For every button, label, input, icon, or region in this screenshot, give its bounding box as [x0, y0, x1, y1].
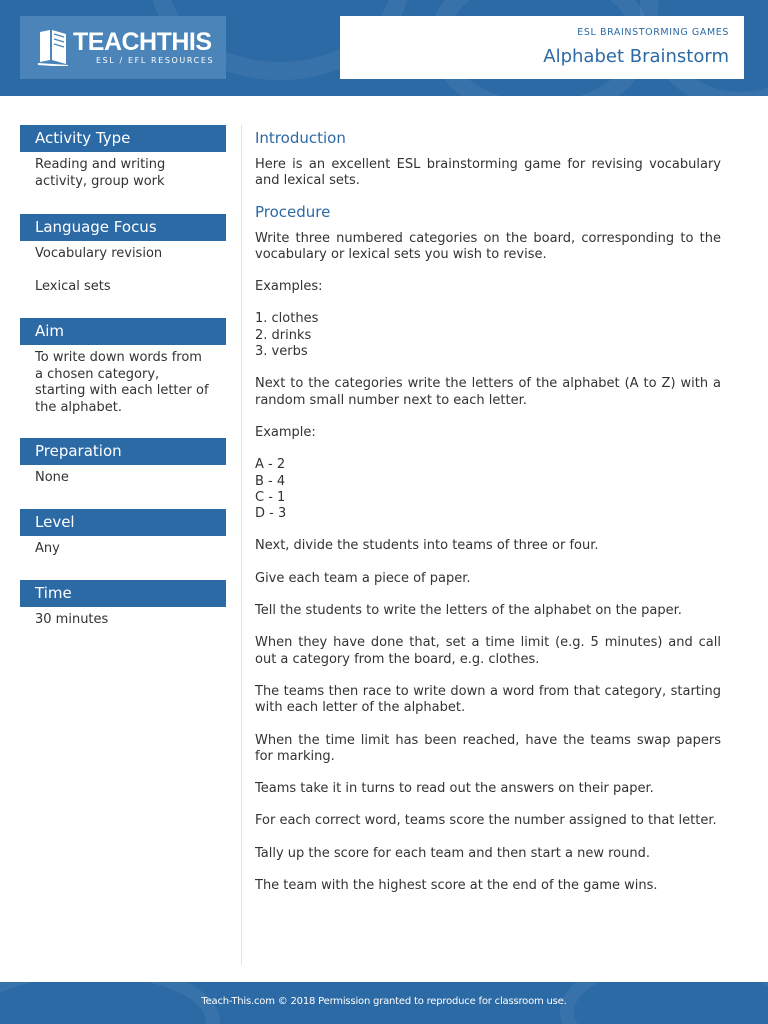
procedure-paragraph: The team with the highest score at the end of the game wins.	[255, 878, 658, 894]
section-body	[20, 345, 226, 438]
teachthis-logo[interactable]	[20, 16, 226, 79]
section-body	[20, 465, 226, 509]
aim-text: To write down words from a chosen category, starting with each letter of the alphabet.	[35, 350, 209, 415]
section-heading: Preparation	[20, 438, 226, 465]
procedure-paragraph: Next, divide the students into teams of three or four.	[255, 538, 599, 554]
level-text: Any	[35, 541, 60, 556]
language-focus-item: Vocabulary revision	[35, 246, 163, 261]
footer-band	[0, 982, 768, 1024]
level-section	[20, 509, 226, 580]
category-kicker: ESL BRAINSTORMING GAMES	[577, 27, 729, 38]
section-heading: Level	[20, 509, 226, 536]
procedure-paragraph: The teams then race to write down a word from that category, starting with each letter of the alphabet.	[255, 683, 721, 716]
procedure-paragraph: For each correct word, teams score the number assigned to that letter.	[255, 813, 717, 829]
logo-wordmark: TEACHTHIS	[73, 28, 212, 56]
page-title: Alphabet Brainstorm	[543, 46, 729, 67]
example-letter: A - 2	[255, 457, 286, 473]
example-item: 3. verbs	[255, 344, 308, 360]
main-content	[255, 128, 721, 894]
section-body	[20, 536, 226, 580]
logo-tagline: ESL / EFL RESOURCES	[96, 56, 215, 65]
example-letter: C - 1	[255, 489, 286, 505]
copyright-notice: Teach-This.com © 2018 Permission granted to reproduce for classroom use.	[201, 996, 567, 1007]
activity-type-text: Reading and writing activity, group work	[35, 157, 166, 189]
info-sidebar	[20, 125, 226, 629]
procedure-paragraph: When the time limit has been reached, have the teams swap papers for marking.	[255, 732, 721, 764]
preparation-text: None	[35, 470, 69, 485]
aim-section	[20, 318, 226, 438]
language-focus-section	[20, 214, 226, 318]
procedure-paragraph: Write three numbered categories on the board, corresponding to the vocabulary or lexical sets you wish to revise.	[255, 230, 721, 262]
section-body	[20, 241, 226, 318]
section-heading: Aim	[20, 318, 226, 345]
introduction-heading: Introduction	[255, 129, 346, 147]
time-text: 30 minutes	[35, 612, 109, 627]
example-letter: B - 4	[255, 473, 286, 489]
book-icon	[36, 28, 70, 66]
procedure-paragraph: Tell the students to write the letters of the alphabet on the paper.	[255, 603, 682, 619]
procedure-heading: Procedure	[255, 202, 331, 221]
procedure-paragraph: When they have done that, set a time limit (e.g. 5 minutes) and call out a category from the board, e.g. clothes.	[255, 635, 721, 667]
example-item: 2. drinks	[255, 327, 312, 343]
section-body	[20, 152, 226, 214]
title-panel	[340, 16, 744, 79]
section-heading: Time	[20, 580, 226, 607]
preparation-section	[20, 438, 226, 509]
language-focus-item: Lexical sets	[35, 278, 111, 294]
time-section	[20, 580, 226, 629]
procedure-paragraph: Teams take it in turns to read out the answers on their paper.	[255, 781, 654, 797]
procedure-paragraph: Tally up the score for each team and then start a new round.	[255, 845, 650, 861]
example-letter: D - 3	[255, 506, 287, 522]
section-heading: Language Focus	[20, 214, 226, 241]
procedure-paragraph: Give each team a piece of paper.	[255, 570, 471, 586]
section-body	[20, 607, 226, 629]
procedure-paragraph: Next to the categories write the letters of the alphabet (A to Z) with a random small number next to each letter.	[255, 376, 721, 408]
examples-label: Examples:	[255, 279, 323, 295]
column-divider	[241, 125, 242, 965]
introduction-text: Here is an excellent ESL brainstorming game for revising vocabulary and lexical sets.	[255, 157, 721, 189]
example-label: Example:	[255, 424, 316, 440]
example-item: 1. clothes	[255, 311, 319, 327]
activity-type-section	[20, 125, 226, 214]
section-heading: Activity Type	[20, 125, 226, 152]
header-band	[0, 0, 768, 96]
